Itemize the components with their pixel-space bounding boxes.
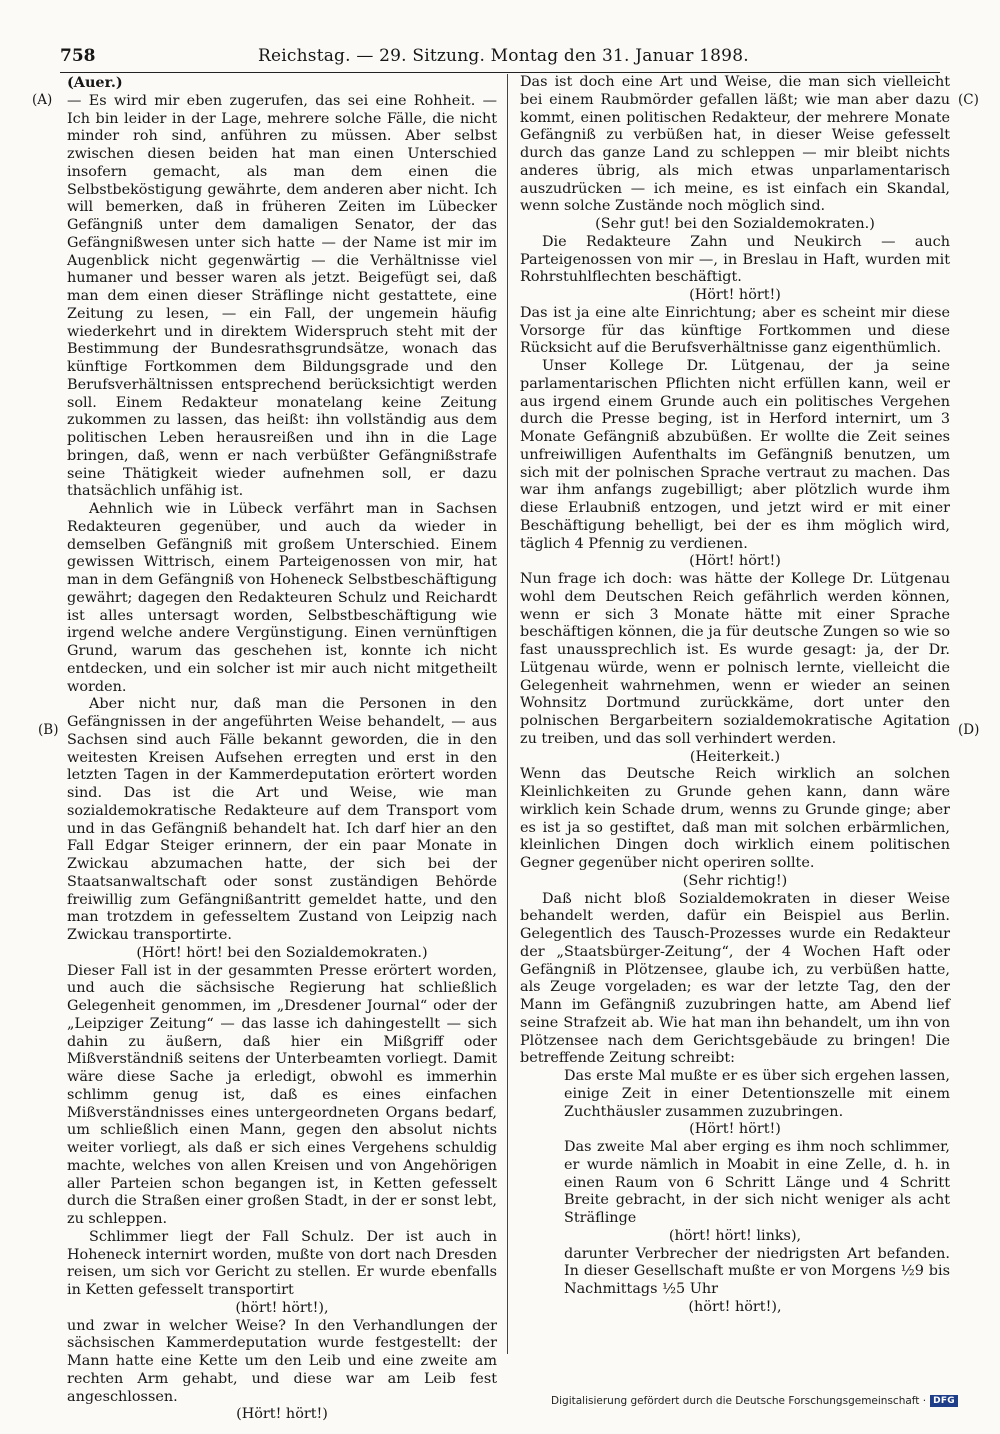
speaker-name: (Auer.) — [67, 74, 123, 91]
interjection: (Hört! hört!) — [236, 1406, 328, 1423]
running-title: Reichstag. — 29. Sitzung. Montag den 31. Januar 1898. — [258, 46, 749, 66]
interjection: (Hört! hört!) — [689, 287, 781, 303]
paragraph: Nun frage ich doch: was hätte der Kollege Dr. Lütgenau wohl dem Deutschen Reich gefährlich werden können, wenn er sich 3 Monate hätte mit einer Sprache beschäftigen können, die ja für deutsche Zungen so wie so fast unaussprechlich ist. Es wurde gesagt: ja, der Dr. Lütgenau würde, wenn er polnisch lernte, vielleicht die Gelegenheit wahrnehmen, wenn er wieder an seinen Wohnsitz Dortmund zurückkäme, dort unter den polnischen Bergarbeitern sozialdemokratische Agitation zu treiben, und das soll verhindert werden. — [520, 571, 950, 747]
paragraph: Schlimmer liegt der Fall Schulz. Der ist auch in Hoheneck internirt worden, mußte von dort nach Dresden reisen, um sich vor Gericht zu stellen. Er wurde ebenfalls in Ketten gefesselt transportirt — [67, 1228, 497, 1298]
margin-marker-c: (C) — [958, 92, 979, 108]
quotation: Das zweite Mal aber erging es ihm noch schlimmer, er wurde nämlich in Moabit in eine Zelle, d. h. in einen Raum von 6 Schritt Länge und 4 Schritt Breite gebracht, in der sich nicht weniger als acht Sträflinge — [564, 1139, 950, 1226]
dfg-logo: DFG — [930, 1395, 958, 1407]
paragraph: und zwar in welcher Weise? In den Verhandlungen der sächsischen Kammerdeputation wurde festgestellt: der Mann hatte eine Kette um den Leib und eine zweite am rechten Arm gehabt, und diese war am Leib fest angeschlossen. — [67, 1317, 497, 1405]
left-column — [67, 74, 497, 1423]
paragraph: Die Redakteure Zahn und Neukirch — auch Parteigenossen von mir —, in Breslau in Haft, wurden mit Rohrstuhlflechten beschäftigt. — [520, 233, 950, 286]
page-number: 758 — [60, 46, 96, 66]
interjection: (hört! hört!), — [235, 1299, 329, 1316]
column-divider — [507, 74, 508, 1354]
paragraph: Wenn das Deutsche Reich wirklich an solchen Kleinlichkeiten zu Grunde gehen kann, dann wäre wirklich kein Schade drum, wenns zu Grunde ginge; aber es ist ja so gestiftet, daß man mit solchen erbärmlichen, kleinlichen Dingen doch wirklich einem politischen Gegner gegenüber nicht operiren sollte. — [520, 766, 950, 871]
interjection: (Heiterkeit.) — [689, 748, 781, 765]
interjection: (Sehr gut! bei den Sozialdemokraten.) — [595, 216, 875, 232]
interjection: (Sehr richtig!) — [682, 872, 788, 889]
paragraph: — Es wird mir eben zugerufen, das sei eine Rohheit. — Ich bin leider in der Lage, mehrere solche Fälle, die nicht minder roh sind, anführen zu müssen. Aber selbst zwischen diesen beiden hat man einen Unterschied insofern gemacht, als man dem einen die Selbstbeköstigung gewährte, dem anderen aber nicht. Ich will bemerken, daß in früheren Zeiten im Lübecker Gefängniß unter dem damaligen Senator, der das Gefängnißwesen unter sich hatte — der Name ist mir im Augenblick nicht gegenwärtig — die Verhältnisse viel humaner und besser waren als jetzt. Beigefügt sei, daß man dem einen dieser Sträflinge nicht gestattete, eine Zeitung zu lesen, — ein Fall, der ungemein häufig wiederkehrt und in direktem Widerspruch steht mit der Bestimmung der Bundesrathsgrundsätze, wonach das künftige Fortkommen dem Bildungsgrade und den Berufsverhältnissen entsprechend berücksichtigt werden soll. Einem Redakteur monatelang keine Zeitung zukommen zu lassen, das heißt: ihn vollständig aus dem politischen Leben herausreißen und ihn in die Lage bringen, daß, wenn er nach verbüßter Gefängnißstrafe seine Thätigkeit wieder aufnehmen soll, er dazu thatsächlich unfähig ist. — [67, 92, 497, 500]
margin-marker-d: (D) — [958, 722, 980, 738]
interjection: (hört! hört!), — [688, 1298, 782, 1315]
quotation: darunter Verbrecher der niedrigsten Art befanden. In dieser Gesellschaft mußte er von Morgens ½9 bis Nachmittags ½5 Uhr — [564, 1245, 950, 1297]
interjection: (Hört! hört!) — [689, 553, 781, 570]
right-column — [520, 74, 950, 1364]
paragraph: Daß nicht bloß Sozialdemokraten in dieser Weise behandelt werden, dafür ein Beispiel aus Berlin. Gelegentlich des Tausch-Prozesses wurde ein Redakteur der „Staatsbürger-Zeitung“, der 4 Wochen Haft oder Gefängniß in Plötzensee, glaube ich, zu verbüßen hatte, als Zeuge vorgeladen; es war der letzte Tag, den der Mann im Gefängniß zuzubringen hatte, am Abend lief seine Strafzeit ab. Wie hat man ihn behandelt, um ihn von Plötzensee nach dem Gerichtsgebäude zu bringen! Die betreffende Zeitung schreibt: — [520, 890, 950, 1067]
paragraph: Aber nicht nur, daß man die Personen in den Gefängnissen in der angeführten Weise behandelt, — aus Sachsen sind auch Fälle bekannt geworden, die in den weitesten Kreisen Aufsehen erregten und erst in den letzten Tagen in der Kammerdeputation erörtert worden sind. Das ist die Art und Weise, wie man sozialdemokratische Redakteure auf dem Transport vom und in das Gefängniß behandelt hat. Ich darf hier an den Fall Edgar Steiger erinnern, der ein paar Monate in Zwickau abzumachen hatte, der sich bei der Staatsanwaltschaft oder sonst zuständigen Behörde freiwillig zum Gefängnißantritt gemeldet hatte, und den man trotzdem in gefesseltem Zustand von Leipzig nach Zwickau transportirte. — [67, 696, 497, 943]
header-rule — [60, 72, 940, 73]
interjection: (Hört! hört! bei den Sozialdemokraten.) — [136, 944, 428, 961]
interjection: (hört! hört! links), — [668, 1227, 802, 1244]
paragraph: Aehnlich wie in Lübeck verfährt man in Sachsen Redakteuren gegenüber, und auch da wieder in demselben Gefängniß mit großem Unterschied. Einem gewissen Wittrisch, einem Parteigenossen von mir, hat man in dem Gefängniß von Hoheneck Selbstbeschäftigung gewährt; dagegen den Redakteuren Schulz und Reichardt ist alles untersagt worden, Selbstbeschäftigung wie irgend welche andere Vergünstigung. Einen vernünftigen Grund, warum das geschehen ist, konnte ich nicht entdecken, und ein solcher ist mir auch nicht mitgetheilt worden. — [67, 501, 497, 695]
interjection: (Hört! hört!) — [689, 1121, 781, 1138]
paragraph: Dieser Fall ist in der gesammten Presse erörtert worden, und auch die sächsische Regierung hat schließlich Gelegenheit genommen, im „Dresdener Journal“ oder der „Leipziger Zeitung“ — das lasse ich dahingestellt — sich dahin zu äußern, daß hier ein Mißgriff oder Mißverständniß seitens der Unterbeamten vorliegt. Damit wäre diese Sache ja erledigt, obwohl es immerhin schlimm genug ist, daß es eines einfachen Mißverständnisses eines untergeordneten Organs bedarf, um schließlich einen Mann, gegen den absolut nichts weiter vorliegt, als daß er sich eines Vergehens schuldig machte, welches von allen Kreisen und von Angehörigen aller Parteien schon begangen ist, in Ketten gefesselt durch die Straßen einer großen Stadt, in der er sonst lebt, zu schleppen. — [67, 962, 497, 1227]
page-header — [60, 46, 940, 70]
quotation: Das erste Mal mußte er es über sich ergehen lassen, einige Zeit in einer Detentionszelle mit einem Zuchthäusler zusammen zuzubringen. — [564, 1068, 950, 1120]
paragraph: Unser Kollege Dr. Lütgenau, der ja seine parlamentarischen Pflichten nicht erfüllen kann, weil er aus irgend einem Grunde auch ein politisches Vergehen durch die Presse beging, ist in Herford internirt, um 3 Monate Gefängniß abzubüßen. Er wollte die Zeit seines unfreiwilligen Aufenthalts im Gefängniß benutzen, um sich mit der polnischen Sprache vertraut zu machen. Das war ihm anfangs zugebilligt; aber plötzlich wurde ihm diese Erlaubniß entzogen, und jetzt wird er mit einer Beschäftigung behelligt, bei der es ihm möglich wird, täglich 4 Pfennig zu verdienen. — [520, 358, 950, 552]
margin-marker-a: (A) — [32, 92, 53, 108]
paragraph: Das ist ja eine alte Einrichtung; aber es scheint mir diese Vorsorge für das künftige Fortkommen und diese Rücksicht auf die Berufsverhältnisse ganz eigenthümlich. — [520, 304, 950, 357]
paragraph: Das ist doch eine Art und Weise, die man sich vielleicht bei einem Raubmörder gefallen läßt; wie man aber dazu kommt, einen politischen Redakteur, der mehrere Monate Gefängniß zu verbüßen hat, in dieser Weise gefesselt durch das ganze Land zu schleppen — mir bleibt nichts anderes übrig, als mich etwas unparlamentarisch auszudrücken — ich meine, es ist einfach ein Skandal, wenn solche Zustände noch möglich sind. — [520, 74, 950, 215]
footer-credit — [551, 1395, 958, 1407]
margin-marker-b: (B) — [38, 722, 59, 738]
footer-text: Digitalisierung gefördert durch die Deutsche Forschungsgemeinschaft · — [551, 1395, 927, 1407]
